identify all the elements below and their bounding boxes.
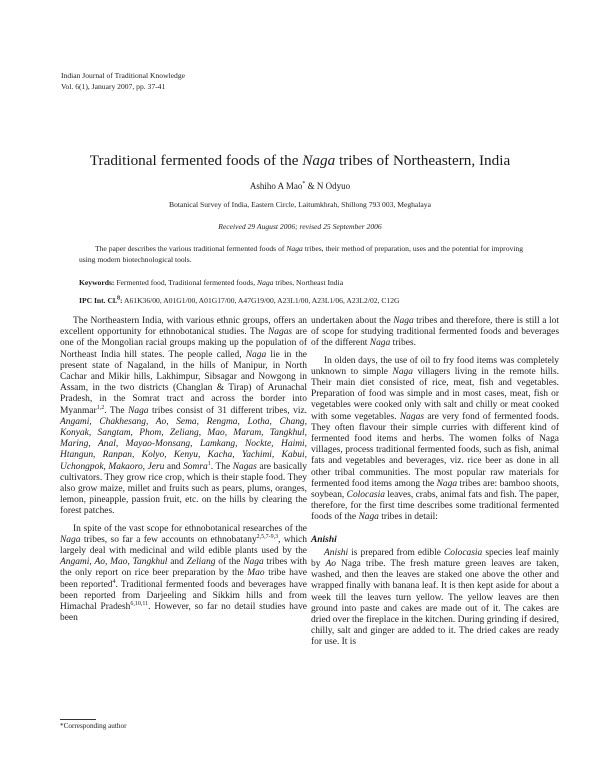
section-heading-anishi: Anishi	[311, 534, 337, 545]
paragraph-continued: undertaken about the Naga tribes and therefore, there is still a lot of scope for studying traditional fermented foods and beverages of the different Naga tribes.	[311, 316, 559, 349]
left-column	[60, 316, 307, 624]
right-column	[311, 316, 559, 649]
keywords: Keywords: Fermented food, Traditional fermented foods, Naga tribes, Northeast India	[79, 278, 344, 287]
paper-title: Traditional fermented foods of the Naga tribes of Northeastern, India	[89, 152, 511, 169]
paragraph-research: In spite of the vast scope for ethnobotanical researches of the Naga tribes, so far a few accounts on ethnobatany$^{2,5,7-9,3}$, which largely deal with medicinal and wild edible plants used by the Angami, Ao, Mao, Tangkhul and Zeliang of the Naga tribes with the only report on rice beer preparation by the Mao tribe have been reported$^4$. Traditional fermented foods and beverages have been reported from Darjeeling and Sikkim hills and from Himachal Pradesh$^{6,10,11}$. However, so far no detail studies have been	[60, 523, 308, 624]
journal-header	[61, 71, 185, 92]
paragraph-intro: The Northeastern India, with various ethnic groups, offers an excellent opportunity for ethnobotanical studies. The Nagas are one of the Mongolian racial groups making up the population of Northeast India hill states. The people called, Naga lie in the present state of Nagaland, in the hills of Manipur, in North Cachar and Mikir hills, Lakhimpur, Sibsagar and Nowgong in Assam, in the two districts (Changlan & Tirap) of Arunachal Pradesh, in the Somrat tract and across the border into Myanmar$^{1,2}$. The Naga tribes consist of 31 different tribes, viz. Angami, Chakhesang, Ao, Sema, Rengma, Lotha, Chang, Konyak, Sangtam, Phom, Zeliang, Mao, Maram, Tangkhul, Maring, Anal, Mayao-Monsang, Lamkang, Nockte, Haimi, Htangun, Ranpan, Kolyo, Kenyu, Kacha, Yachimi, Kabui, Uchongpok, Makaoro, Jeru and Somra$^1$. The Nagas are basically cultivators. They grow rice crop, which is their staple food. They also grow maize, millet and fruits such as pears, plums, oranges, lemon, pineapple, passion fruit, etc. on the hills by clearing the forest patches.	[60, 316, 307, 517]
corresponding-mark: *	[302, 181, 306, 187]
journal-name: Indian Journal of Traditional Knowledge	[61, 71, 186, 80]
journal-citation: Vol. 6(1), January 2007, pp. 37-41	[61, 81, 166, 91]
paragraph-anishi: Anishi is prepared from edible Colocasia species leaf mainly by Ao Naga tribe. The fresh mature green leaves are taken, washed, and then the leaves are staked one above the other and wrapped finally with banana leaf. It is then kept aside for about a week till the leaves turn yellow. The yellow leaves are then ground into paste and cakes are made out of it. The cakes are dried over the fireplace in the kitchen. During grinding if desired, chilly, salt and ginger are added to it. The dried cakes are ready for use. It is	[311, 547, 559, 648]
footnote: *Corresponding author	[60, 722, 127, 730]
affiliation: Botanical Survey of India, Eastern Circle, Laitumkhrah, Shillong 793 003, Meghalaya	[169, 200, 431, 209]
received-dates: Received 29 August 2006; revised 25 September 2006	[218, 222, 382, 231]
ipc-classification: IPC Int. Cl.$^8$: A61K36/00, A01G1/00, A01G17/00, A47G19/00, A23L1/00, A23L1/06, A23L2/02, C12G	[79, 295, 400, 305]
authors: Ashiho A Mao* & N Odyuo	[249, 181, 351, 191]
paragraph-olden-days: In olden days, the use of oil to fry food items was completely unknown to simple Naga villagers living in the remote hills. Their main diet consisted of rice, meat, fish and vegetables. Preparation of food was simple and in most cases, meat, fish or vegetables were cooked only with salt and chilly or meat cooked with some vegetables. Nagas are very fond of fermented foods. They often flavour their simple curries with different kind of fermented food items and herbs. The women folks of Naga villages, process traditional fermented foods, such as fish, animal fats and vegetables and beverages, viz. rice beer as done in all other tribal communities. The most popular raw materials for fermented food items among the Naga tribes are: bamboo shoots, soybean, Colocasia leaves, crabs, animal fats and fish. The paper, therefore, for the first time describes some traditional fermented foods of the Naga tribes in detail:	[311, 355, 559, 523]
abstract: The paper describes the various traditional fermented foods of Naga tribes, their method of preparation, uses and the potential for improving using modern biotechnological tools.	[79, 244, 523, 264]
footnote-rule	[60, 719, 96, 720]
